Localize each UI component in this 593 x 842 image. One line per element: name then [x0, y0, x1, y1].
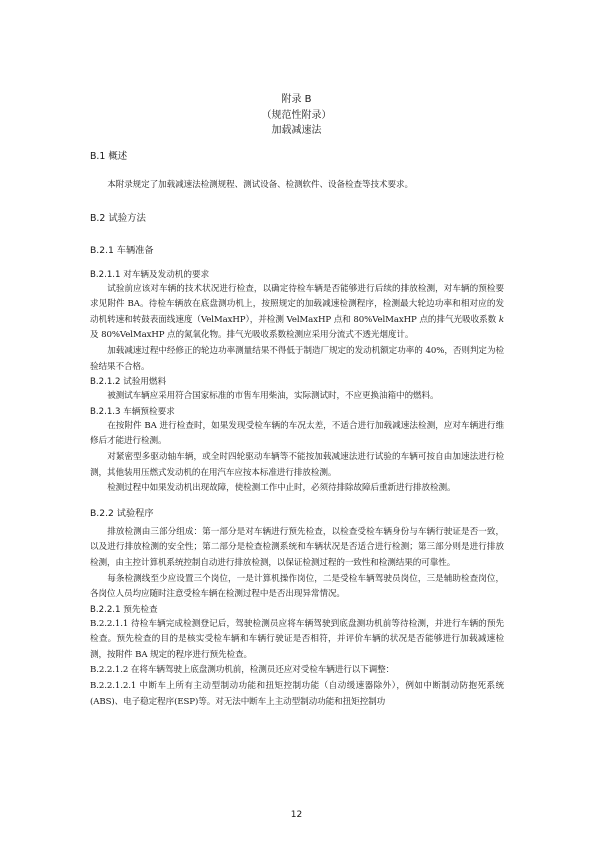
paragraph-b212-1: 被测试车辆应采用符合国家标准的市售车用柴油，实际测试时，不应更换油箱中的燃料。 [107, 391, 439, 402]
section-heading-b1: B.1 概述 [90, 151, 128, 162]
paragraph-b213-3: 检测过程中如果发动机出现故障，使检测工作中止时，必须待排除故障后重新进行排放检测。 [107, 483, 456, 494]
paragraph-b2211: B.2.2.1.1 待检车辆完成检测登记后，驾驶检测员应将车辆驾驶到底盘测功机前等待检测，并进行车辆的预先检查。预先检查的目的是核实受检车辆和车辆行驶证是否相符，并评价车辆的状况是否能够进行加载减速检测，按附件 BA 规定的程序进行预先检查。 [90, 618, 504, 660]
section-heading-b211: B.2.1.1 对车辆及发动机的要求 [90, 269, 210, 280]
appendix-nature: （规范性附录） [261, 109, 332, 121]
paragraph-b2212: B.2.2.1.2 在将车辆驾驶上底盘测功机前，检测员还应对受检车辆进行以下调整： [90, 665, 395, 676]
paragraph-b213-2: 对紧密型多驱动轴车辆，或全时四轮驱动车辆等不能按加载减速法进行试验的车辆可按自由加速法进行检测，其他装用压燃式发动机的在用汽车应按本标准进行排放检测。 [90, 451, 504, 478]
section-heading-b21: B.2.1 车辆准备 [90, 244, 154, 256]
paragraph-b22-2: 每条检测线至少应设置三个岗位，一是计算机操作岗位，二是受检车辆驾驶员岗位，三是辅助检查岗位，各岗位人员均应随时注意受检车辆在检测过程中是否出现异常情况。 [90, 573, 504, 600]
section-heading-b212: B.2.1.2 试验用燃料 [90, 377, 167, 388]
paragraph-b22121: B.2.2.1.2.1 中断车上所有主动型制动功能和扭矩控制功能（自动缓速器除外），例如中断制动防抱死系统(ABS)、电子稳定程序(ESP)等。对无法中断车上主动型制动功能和扭矩控制功 [90, 681, 504, 707]
paragraph-b211-1: 试验前应该对车辆的技术状况进行检查，以确定待检车辆是否能够进行后续的排放检测，对车辆的预检要求见附件 BA。待检车辆放在底盘测功机上，按照规定的加载减速检测程序，检测最大轮边功率和相对应的发动机转速和转鼓表面线速度（VelMaxHP），并检测 VelMaxHP 点和 80%VelMaxHP 点的排气光吸收系数 k 及 80%VelMaxHP 点的氮氧化物。排气光吸收系数检测应采用分流式不透光烟度计。 [90, 283, 504, 341]
appendix-title: 加载减速法 [271, 125, 322, 136]
appendix-label: 附录 B [281, 94, 312, 105]
section-heading-b213: B.2.1.3 车辆预检要求 [90, 406, 175, 417]
page-number: 12 [290, 810, 303, 820]
appendix-header [0, 92, 593, 139]
section-heading-b2: B.2 试验方法 [90, 212, 146, 224]
section-heading-b22: B.2.2 试验程序 [90, 507, 154, 519]
paragraph-b1-overview: 本附录规定了加载减速法检测规程、测试设备、检测软件、设备检查等技术要求。 [107, 180, 413, 190]
section-heading-b221: B.2.2.1 预先检查 [90, 604, 158, 615]
document-body [90, 150, 504, 710]
paragraph-b211-2: 加载减速过程中经修正的轮边功率测量结果不得低于制造厂规定的发动机额定功率的 40%，否则判定为检验结果不合格。 [90, 345, 504, 372]
paragraph-b22-1: 排放检测由三部分组成：第一部分是对车辆进行预先检查，以检查受检车辆身份与车辆行驶证是否一致，以及进行排放检测的安全性；第二部分是检查检测系统和车辆状况是否适合进行检测；第三部分则是进行排放检测，由主控计算机系统控制自动进行排放检测，以保证检测过程的一致性和检测结果的可靠性。 [90, 526, 504, 568]
paragraph-b213-1: 在按附件 BA 进行检查时，如果发现受检车辆的车况太差，不适合进行加载减速法检测，应对车辆进行维修后才能进行检测。 [90, 420, 504, 447]
